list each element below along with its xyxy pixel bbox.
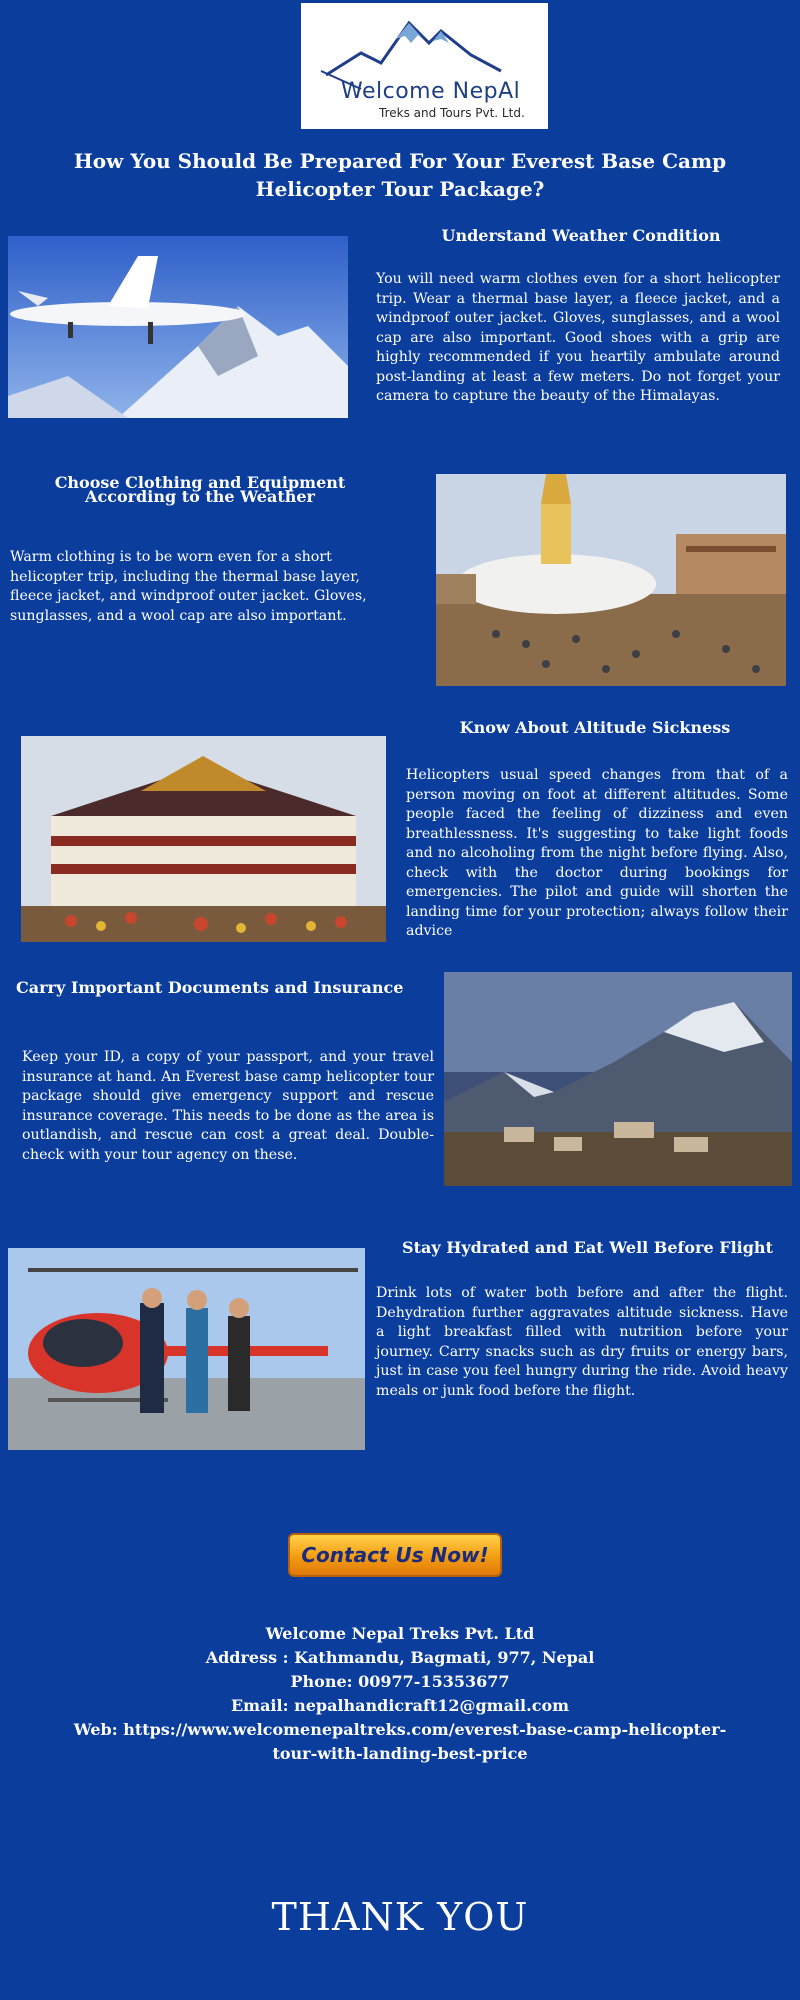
company-phone[interactable]: Phone: 00977-15353677 — [290, 1672, 510, 1691]
company-email[interactable]: Email: nepalhandicraft12@gmail.com — [230, 1696, 570, 1715]
section-heading-hydration: Stay Hydrated and Eat Well Before Flight — [402, 1238, 773, 1257]
section-heading-weather: Understand Weather Condition — [441, 226, 721, 245]
contact-us-button[interactable]: Contact Us Now! — [288, 1533, 502, 1577]
section-text-documents: Keep your ID, a copy of your passport, and your travel insurance at hand. An Everest base camp helicopter tour package should give emergency support and rescue insurance coverage. This needs to be done as the area is outlandish, and rescue can cost a great deal. Double-check with your tour agency on these. — [22, 1049, 434, 1163]
section-heading-documents: Carry Important Documents and Insurance — [16, 978, 404, 997]
helicopter-travelers-photo — [8, 1248, 365, 1450]
section-text-weather: You will need warm clothes even for a short helicopter trip. Wear a thermal base layer, a fleece jacket, and a windproof outer jacket. Gloves, sunglasses, and a wool cap are also important. Good shoes with a grip are highly recommended if you heartily ambulate around post-landing at least a few meters. Do not forget your camera to capture the beauty of the Himalayas. — [376, 271, 780, 404]
mountain-village-photo — [444, 972, 792, 1186]
logo-brand-text: Welcome NepAl — [341, 79, 521, 104]
section-heading-altitude: Know About Altitude Sickness — [459, 718, 731, 737]
section-text-clothing: Warm clothing is to be worn even for a short helicopter trip, including the thermal base layer, fleece jacket, and windproof outer jacket. Gloves, sunglasses, and a wool cap are also important. — [10, 549, 367, 624]
monastery-festival-photo — [21, 736, 386, 942]
company-web-line2[interactable]: tour-with-landing-best-price — [272, 1744, 528, 1763]
section-text-hydration: Drink lots of water both before and after the flight. Dehydration further aggravates altitude sickness. Have a light breakfast filled with nutrition before your journey. Carry snacks such as dry fruits or energy bars, just in case you feel hungry during the ride. Avoid heavy meals or junk food before the flight. — [376, 1285, 788, 1399]
section-text-altitude: Helicopters usual speed changes from that of a person moving on foot at different altitudes. Some people faced the feeling of dizziness and even breathlessness. It's suggesting to take light foods and no alcoholing from the night before flying. Also, check with the doctor during bookings for emergencies. The pilot and guide will shorten the landing time for your protection; always follow their advice — [406, 767, 788, 939]
contact-info — [40, 1622, 760, 1766]
airplane-mountain-photo — [8, 236, 348, 418]
company-logo[interactable] — [301, 3, 548, 129]
company-name: Welcome Nepal Treks Pvt. Ltd — [265, 1624, 535, 1643]
thank-you-text: THANK YOU — [271, 1895, 529, 1939]
logo-subtitle: Treks and Tours Pvt. Ltd. — [379, 106, 525, 120]
company-address: Address : Kathmandu, Bagmati, 977, Nepal — [205, 1648, 595, 1667]
section-heading-clothing: Choose Clothing and Equipment According to the Weather — [54, 473, 346, 506]
page-title: How You Should Be Prepared For Your Everest Base Camp Helicopter Tour Package? — [73, 149, 727, 201]
stupa-square-photo — [436, 474, 786, 686]
company-web-line1[interactable]: Web: https://www.welcomenepaltreks.com/everest-base-camp-helicopter- — [73, 1720, 727, 1739]
